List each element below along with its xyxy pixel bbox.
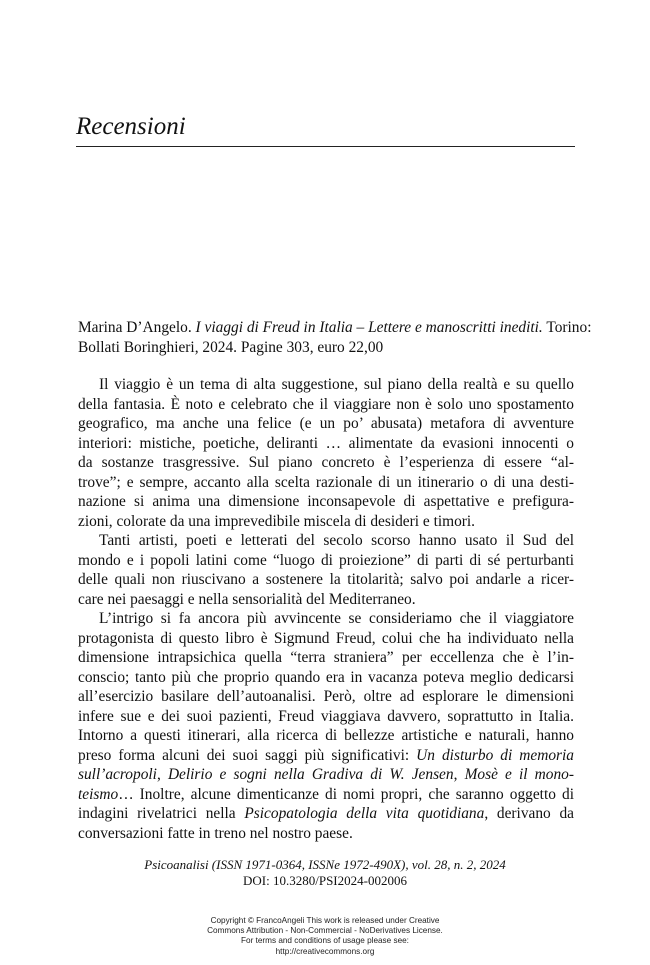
text-line: conscio; tanto più che proprio quando era in vacanza poteva meglio dedicarsi — [78, 668, 574, 686]
text-line: care nei paesaggi e nella sensorialità del Mediterraneo. — [78, 590, 416, 608]
text-segment: indagini rivelatrici nella — [78, 805, 236, 822]
text-line — [78, 785, 574, 805]
book-citation — [78, 318, 592, 357]
text-line: dimensione intrapsichica quella “terra straniera” per eccellenza che è l’in- — [78, 649, 574, 666]
license-url: http://creativecommons.org — [275, 946, 375, 956]
text-line: Tanti artisti, poeti e letterati del secolo scorso hanno usato il Sud del — [99, 532, 574, 549]
citation-publisher-city: Torino: — [546, 319, 592, 336]
text-line: mondo e i popoli latini come “luogo di proiezione” di parti di sé perturbanti — [78, 551, 574, 569]
cited-work: Psicopatologia della vita quotidiana — [244, 805, 485, 822]
text-line: della fantasia. È noto e celebrato che il viaggiare non è solo uno spostamento — [78, 395, 574, 413]
cited-work: teismo — [78, 785, 119, 803]
paragraph-3 — [78, 609, 574, 843]
text-line: conversazioni fatte in treno nel nostro paese. — [78, 824, 353, 842]
section-title: Recensioni — [76, 113, 186, 140]
text-segment: … Inoltre, alcune dimenticanze di nomi propri, che saranno oggetto di — [118, 785, 574, 803]
text-line: Intorno a questi itinerari, alla ricerca di bellezze artistiche e naturali, hanno — [78, 727, 574, 744]
journal-footer — [0, 857, 650, 889]
text-line: da sostanze trasgressive. Sul piano concreto è l’esperienza di essere “al- — [78, 454, 574, 471]
citation-author: Marina D’Angelo. — [78, 319, 192, 336]
text-line: nazione si anima una dimensione inconsapevole di aspettative e prefigura- — [78, 493, 574, 510]
text-line: geografico, ma anche una felice (e un po’ abusata) metafora di avventure — [78, 415, 574, 432]
text-segment: , — [453, 766, 458, 783]
text-line: Il viaggio è un tema di alta suggestione, sul piano della realtà e su quello — [99, 376, 574, 393]
text-line: zioni, colorate da una imprevedibile miscela di desideri e timori. — [78, 512, 476, 530]
text-line — [78, 804, 574, 824]
license-line: Commons Attribution - Non-Commercial - NoDerivatives License. — [207, 926, 443, 936]
text-line — [78, 746, 574, 766]
text-line: protagonista di questo libro è Sigmund Freud, colui che ha individuato nella — [78, 629, 574, 647]
citation-line — [78, 318, 592, 338]
text-line: all’esercizio basilare dell’autoanalisi. Però, oltre ad esplorare le dimensioni — [78, 688, 574, 705]
paragraph-1 — [78, 375, 574, 531]
journal-reference: Psicoanalisi (ISSN 1971-0364, ISSNe 1972-490X), vol. 28, n. 2, 2024 — [144, 857, 506, 872]
section-header — [76, 112, 575, 147]
cited-work: Un disturbo di memoria — [416, 746, 575, 764]
text-segment: , — [156, 766, 161, 783]
license-notice — [0, 916, 650, 957]
citation-book-title: I viaggi di Freud in Italia – Lettere e manoscritti inediti. — [195, 319, 543, 336]
citation-publisher: Bollati Boringhieri, 2024. Pagine 303, euro 22,00 — [78, 338, 384, 356]
cited-work: Mosè e il mono- — [464, 766, 574, 783]
text-segment: preso forma alcuni dei suoi saggi più significativi: — [78, 746, 410, 764]
paragraph-2 — [78, 531, 574, 609]
text-line: trove”; e sempre, accanto alla scelta razionale di un itinerario o di una desti- — [78, 473, 574, 491]
text-line — [78, 765, 574, 785]
text-line: L’intrigo si fa ancora più avvincente se consideriamo che il viaggiatore — [99, 610, 574, 627]
section-divider — [76, 146, 575, 147]
article-body — [78, 318, 592, 843]
cited-work: Delirio e sogni nella Gradiva di W. Jensen — [167, 766, 454, 783]
cited-work: sull’acropoli — [78, 766, 157, 783]
doi-text: DOI: 10.3280/PSI2024-002006 — [243, 873, 407, 888]
text-line: infere sue e dei suoi pazienti, Freud viaggiava davvero, soprattutto in Italia. — [78, 707, 574, 725]
text-line: delle quali non riuscivano a sostenere la titolarità; salvo poi andarle a ricer- — [78, 571, 574, 588]
text-segment: , derivano da — [484, 805, 574, 822]
license-line: For terms and conditions of usage please see: — [241, 936, 409, 946]
license-line: Copyright © FrancoAngeli This work is released under Creative — [210, 916, 440, 925]
text-line: interiori: mistiche, poetiche, deliranti … alimentate da evasioni innocenti o — [78, 434, 574, 452]
